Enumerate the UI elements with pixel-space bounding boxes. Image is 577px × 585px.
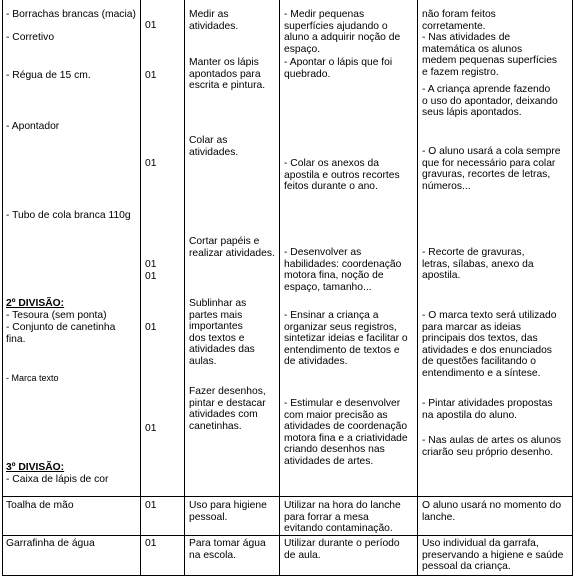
- grid-line: [572, 0, 573, 576]
- method-estimular: - Estimular e desenvolver com maior precisão as atividades de coordenação motora fina e a criatividade criando desenhos nas atividades de artes.: [284, 398, 408, 467]
- item-borrachas: - Borrachas brancas (macia): [6, 9, 136, 20]
- quantity-cell: 01: [145, 259, 157, 270]
- justification-matematica: - Nas atividades de matemática os alunos medem pequenas superfícies e fazem registro.: [422, 32, 558, 78]
- purpose-cortar: Cortar papéis e realizar atividades.: [189, 236, 275, 259]
- item-regua: - Régua de 15 cm.: [6, 70, 91, 81]
- item-tubo-cola: - Tubo de cola branca 110g: [6, 210, 131, 221]
- purpose-colar: Colar as atividades.: [189, 135, 239, 158]
- grid-line: [2, 496, 573, 497]
- quantity-cell: 01: [145, 322, 157, 333]
- purpose-fazer: Fazer desenhos, pintar e destacar atividades com canetinhas.: [189, 386, 266, 432]
- method-colar: - Colar os anexos da apostila e outros recortes feitos durante o ano.: [284, 158, 400, 193]
- quantity-cell: 01: [145, 70, 157, 81]
- item-canetinha: - Conjunto de canetinha fina.: [6, 322, 116, 345]
- justification-nao: não foram feitos corretamente.: [422, 9, 496, 32]
- division-heading-3: 3º DIVISÃO:: [6, 462, 65, 473]
- quantity-cell: 01: [145, 158, 157, 169]
- method-ensinar: - Ensinar a criança a organizar seus registros, sintetizar ideias e facilitar o entendimento de textos e de atividades.: [284, 310, 408, 368]
- method-apontar: - Apontar o lápis que foi quebrado.: [284, 57, 393, 80]
- grid-line: [2, 535, 573, 536]
- grid-line: [279, 0, 280, 576]
- justification-pintar: - Pintar atividades propostas na apostila do aluno.: [422, 398, 553, 421]
- method-toalha: Utilizar na hora do lanche para forrar a mesa evitando contaminação.: [284, 500, 401, 535]
- grid-line: [140, 0, 141, 576]
- method-desenvolver: - Desenvolver as habilidades: coordenação motora fina, noção de espaço, tamanho...: [284, 247, 402, 293]
- division-heading-2: 2º DIVISÃO:: [6, 298, 65, 309]
- justification-toalha: O aluno usará no momento do lanche.: [422, 500, 562, 523]
- purpose-sublinhar: Sublinhar as partes mais importantes dos textos e atividades das aulas.: [189, 298, 255, 367]
- grid-line: [2, 0, 3, 576]
- purpose-garrafinha: Para tomar água na escola.: [189, 538, 266, 561]
- grid-line: [2, 575, 573, 576]
- purpose-toalha: Uso para higiene pessoal.: [189, 500, 267, 523]
- method-garrafinha: Utilizar durante o período de aula.: [284, 538, 400, 561]
- item-toalha: Toalha de mão: [6, 500, 74, 511]
- purpose-manter: Manter os lápis apontados para escrita e pintura.: [189, 57, 266, 92]
- justification-artes: - Nas aulas de artes os alunos criarão seu próprio desenho.: [422, 435, 562, 458]
- item-caixa-lapis: - Caixa de lápis de cor: [6, 474, 109, 485]
- item-tesoura: - Tesoura (sem ponta): [6, 310, 107, 321]
- purpose-medir: Medir as atividades.: [189, 9, 239, 32]
- quantity-cell: 01: [145, 500, 157, 511]
- grid-line: [417, 0, 418, 576]
- item-apontador: - Apontador: [6, 121, 60, 132]
- quantity-cell: 01: [145, 538, 157, 549]
- justification-cola: - O aluno usará a cola sempre que for necessário para colar gravuras, recortes de letras, números...: [422, 146, 561, 192]
- item-corretivo: - Corretivo: [6, 32, 55, 43]
- quantity-cell: 01: [145, 20, 157, 31]
- item-garrafinha: Garrafinha de água: [6, 538, 95, 549]
- justification-garrafinha: Uso individual da garrafa, preservando a higiene e saúde pessoal da criança.: [422, 538, 564, 573]
- justification-recorte: - Recorte de gravuras, letras, sílabas, anexo da apostila.: [422, 247, 534, 282]
- method-medir: - Medir pequenas superfícies ajudando o aluno a adquirir noção de espaço.: [284, 9, 401, 55]
- justification-apontador: - A criança aprende fazendo o uso do apontador, deixando seus lápis apontados.: [422, 84, 558, 119]
- justification-marca-texto: - O marca texto será utilizado para marcar as ideias principais dos textos, das atividades e dos enunciados de questões facilitando o entendimento e a síntese.: [422, 310, 557, 379]
- grid-line: [184, 0, 185, 576]
- quantity-cell: 01: [145, 423, 157, 434]
- item-marca-texto: - Marca texto: [6, 373, 59, 383]
- quantity-cell: 01: [145, 271, 157, 282]
